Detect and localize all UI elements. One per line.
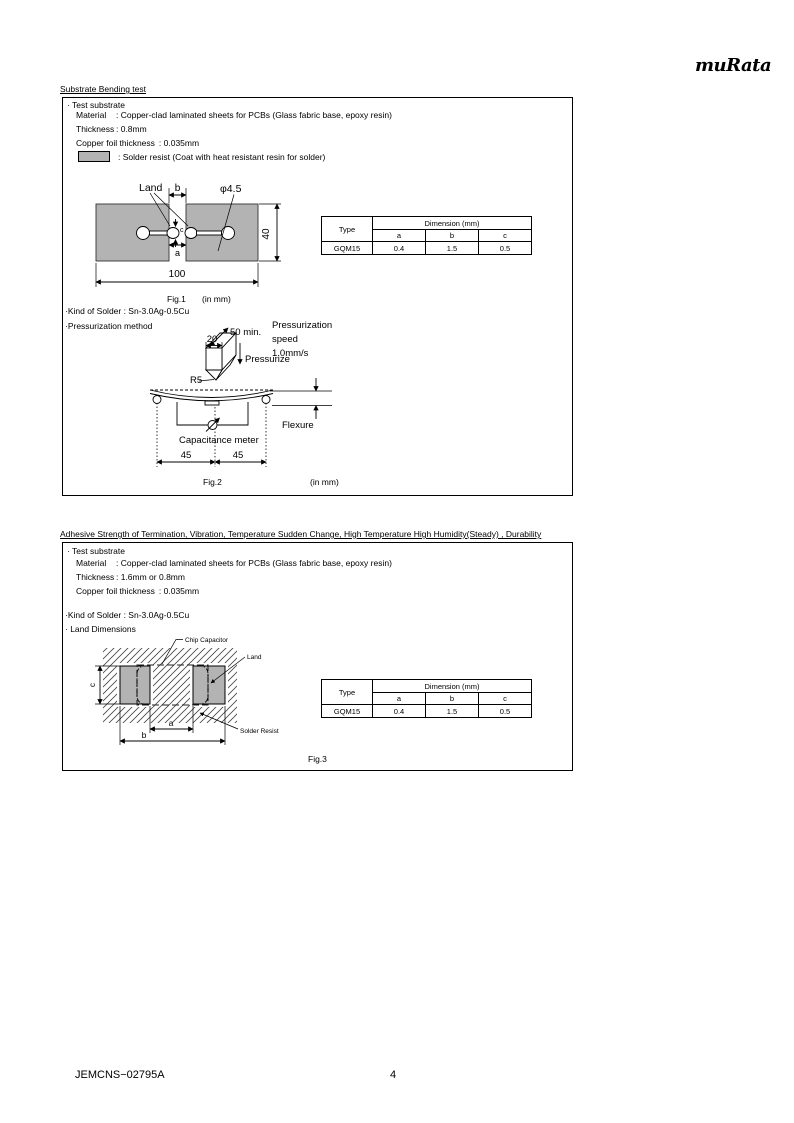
fig1-caption: Fig.1 [167, 294, 186, 304]
type-header-cell: Type [322, 217, 373, 242]
fig2-speed-line2: speed [272, 334, 298, 345]
section2-copper-row [76, 586, 199, 597]
fig1-c-label: c [180, 227, 184, 234]
fig2-caption: Fig.2 [203, 477, 222, 487]
fig2-meter-label: Capacitance meter [179, 435, 259, 446]
left-land [167, 228, 179, 239]
footer-page-number: 4 [390, 1069, 397, 1081]
fig2-pressurize-label: Pressurize [245, 354, 290, 365]
fig1-dim-b [169, 183, 186, 203]
solder-resist-swatch [78, 151, 110, 162]
fig2-span-right: 45 [232, 450, 244, 461]
dimension-header-cell: Dimension (mm) [373, 680, 532, 693]
section2-thickness-row [76, 572, 185, 583]
material-value: : Copper-clad laminated sheets for PCBs (Glass fabric base, epoxy resin) [116, 110, 392, 120]
fig1-units: (in mm) [202, 294, 231, 304]
material-label: Material [76, 110, 107, 120]
fig1-width-dim: 100 [168, 269, 186, 280]
fig2-pressurization-drawing [148, 315, 438, 477]
section1-test-substrate-heading: · Test substrate [67, 100, 125, 110]
fig1-b-label: b [174, 183, 181, 194]
thickness-label: Thickness [76, 572, 115, 582]
type-header-cell: Type [322, 680, 373, 705]
left-support-roller [153, 396, 161, 404]
fig2-speed-line1: Pressurization [272, 320, 333, 331]
fig1-a-label: a [174, 248, 181, 258]
solder-resist-legend: : Solder resist (Coat with heat resistant resin for solder) [118, 152, 326, 162]
murata-logo: muRata [695, 55, 772, 76]
fig3-c-label: c [88, 683, 97, 687]
dimension-header-cell: Dimension (mm) [373, 217, 532, 230]
col-a-header: a [373, 693, 426, 705]
fig1-dim-40 [259, 204, 281, 261]
fig2-flexure-label: Flexure [282, 420, 314, 431]
right-support-roller [262, 396, 270, 404]
fig2-speed-line3: 1.0mm/s [272, 348, 309, 359]
b-value: 1.5 [426, 242, 479, 255]
section1-material-row [76, 110, 392, 121]
copper-label: Copper foil thickness [76, 586, 155, 596]
footer-doc-number: JEMCNS−02795A [75, 1069, 165, 1081]
col-b-header: b [426, 693, 479, 705]
left-trace [150, 231, 169, 235]
section2-title: Adhesive Strength of Termination, Vibration, Temperature Sudden Change, High Temperature High Humidity(Steady) , Durability [60, 529, 542, 539]
col-b-header: b [426, 230, 479, 242]
fig3-land-drawing [88, 632, 308, 764]
copper-value: : 0.035mm [158, 586, 200, 596]
bent-substrate-top [150, 390, 273, 398]
jig-front-face [206, 348, 222, 370]
type-value: GQM15 [322, 705, 373, 718]
section2-material-row [76, 558, 392, 569]
c-value: 0.5 [479, 242, 532, 255]
fig3-land-label: Land [247, 654, 262, 661]
left-hole [137, 227, 150, 240]
table-row [322, 705, 532, 718]
fig3-b-label: b [141, 730, 147, 740]
fig1-hole-label: φ4.5 [220, 183, 242, 195]
right-land [185, 228, 197, 239]
fig1-height-dim: 40 [261, 228, 272, 240]
fig2-units: (in mm) [310, 477, 339, 487]
thickness-value: : 0.8mm [116, 124, 147, 134]
a-value: 0.4 [373, 242, 426, 255]
fig1-dim-a [169, 245, 186, 258]
fig1-substrate-drawing [88, 178, 318, 300]
thickness-label: Thickness [76, 124, 115, 134]
fig2-span-left: 45 [180, 450, 192, 461]
right-land-pad [193, 666, 225, 704]
col-a-header: a [373, 230, 426, 242]
b-value: 1.5 [426, 705, 479, 718]
a-value: 0.4 [373, 705, 426, 718]
c-value: 0.5 [479, 705, 532, 718]
table-row [322, 242, 532, 255]
pressurization-method-line: ·Pressurization method [65, 321, 153, 331]
fig2-capacitance-meter [177, 402, 259, 446]
copper-label: Copper foil thickness [76, 138, 155, 148]
fig2-flexure [270, 378, 332, 431]
land-dimensions-line: · Land Dimensions [65, 624, 136, 634]
fig3-a-label: a [168, 718, 174, 728]
material-value: : Copper-clad laminated sheets for PCBs (Glass fabric base, epoxy resin) [116, 558, 392, 568]
right-trace [197, 231, 222, 235]
left-land-pad [120, 666, 150, 704]
kind-of-solder-line-1: ·Kind of Solder : Sn-3.0Ag-0.5Cu [65, 306, 190, 316]
section2-test-substrate-heading: · Test substrate [67, 546, 125, 556]
dimension-table-1 [321, 216, 532, 255]
section1-thickness-row [76, 124, 147, 135]
dimension-table-2 [321, 679, 532, 718]
fig2-radius-label: R5 [190, 375, 203, 386]
thickness-value: : 1.6mm or 0.8mm [116, 572, 185, 582]
col-c-header: c [479, 230, 532, 242]
fig1-dim-100 [96, 263, 258, 287]
kind-of-solder-line-2: ·Kind of Solder : Sn-3.0Ag-0.5Cu [65, 610, 190, 620]
fig2-jig-length: 50 min. [230, 327, 262, 338]
fig3-chip-label: Chip Capacitor [185, 637, 228, 644]
fig1-land-label: Land [139, 182, 163, 194]
fig3-solder-resist-label: Solder Resist [240, 728, 279, 735]
section1-copper-row [76, 138, 199, 149]
material-label: Material [76, 558, 107, 568]
type-value: GQM15 [322, 242, 373, 255]
section1-title: Substrate Bending test [60, 84, 147, 94]
chip-under-test [205, 401, 219, 405]
fig2-jig-width: 20 [206, 334, 218, 345]
fig2-substrate [150, 390, 273, 405]
col-c-header: c [479, 693, 532, 705]
copper-value: : 0.035mm [158, 138, 200, 148]
fig3-caption: Fig.3 [308, 754, 327, 764]
